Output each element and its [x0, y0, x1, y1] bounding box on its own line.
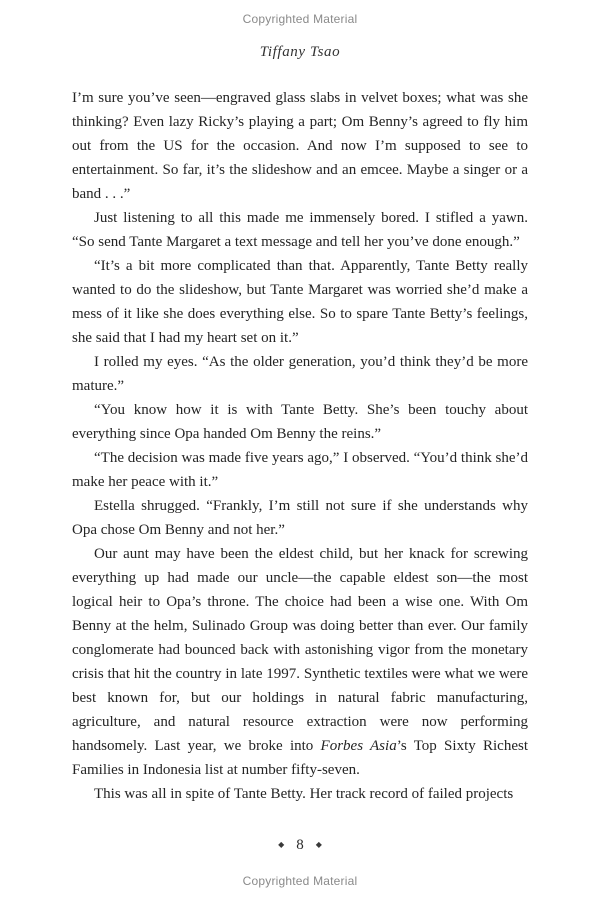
paragraph: “You know how it is with Tante Betty. She’s been touchy about everything since Opa handed Om Benny the reins.” — [72, 402, 528, 442]
paragraph: I rolled my eyes. “As the older generation, you’d think they’d be more mature.” — [72, 354, 528, 394]
paragraph: Just listening to all this made me immensely bored. I stifled a yawn. “So send Tante Margaret a text message and tell her you’ve done enough.” — [72, 210, 528, 250]
page-number: 8 — [296, 837, 304, 853]
paragraph: I’m sure you’ve seen—engraved glass slabs in velvet boxes; what was she thinking? Even lazy Ricky’s playing a part; Om Benny’s agreed to fly him out from the US for the occasion. And now I’m supposed to see to entertainment. So far, it’s the slideshow and an emcee. Maybe a singer or a band . . .” — [72, 90, 528, 202]
diamond-ornament-icon: ◆ — [315, 840, 322, 849]
paragraph: “It’s a bit more complicated than that. Apparently, Tante Betty really wanted to do the slideshow, but Tante Margaret was worried she’d make a mess of it like she does everything else. So to spare Tante Betty’s feelings, she said that I had my heart set on it.” — [72, 258, 528, 346]
paragraph: Estella shrugged. “Frankly, I’m still not sure if she understands why Opa chose Om Benny and not her.” — [72, 498, 528, 538]
paragraph — [72, 542, 528, 782]
copyright-notice-bottom: Copyrighted Material — [242, 874, 358, 888]
paragraph: This was all in spite of Tante Betty. Her track record of failed projects — [94, 786, 514, 802]
copyright-notice-top: Copyrighted Material — [242, 12, 358, 26]
paragraph-segment: ’s Top Sixty Richest Families in Indonesia list at number fifty-seven. — [72, 738, 528, 778]
paragraph-segment: Our aunt may have been the eldest child, but her knack for screwing everything up had made our uncle—the capable eldest son—the most logical heir to Opa’s throne. The choice had been a wise one. With Om Benny at the helm, Sulinado Group was doing better than ever. Our family conglomerate had bounced back with astonishing vigor from the monetary crisis that hit the country in late 1997. Synthetic textiles were what we were best known for, but our holdings in natural fabric manufacturing, agriculture, and natural resource extraction were now performing handsomely. Last year, we broke into — [72, 546, 528, 754]
text-block — [72, 86, 528, 806]
page-number-footer — [0, 836, 600, 854]
paragraph-segment-italic: Forbes Asia — [320, 738, 397, 754]
author-name: Tiffany Tsao — [259, 44, 341, 60]
paragraph: “The decision was made five years ago,” I observed. “You’d think she’d make her peace with it.” — [72, 450, 528, 490]
diamond-ornament-icon: ◆ — [278, 840, 285, 849]
